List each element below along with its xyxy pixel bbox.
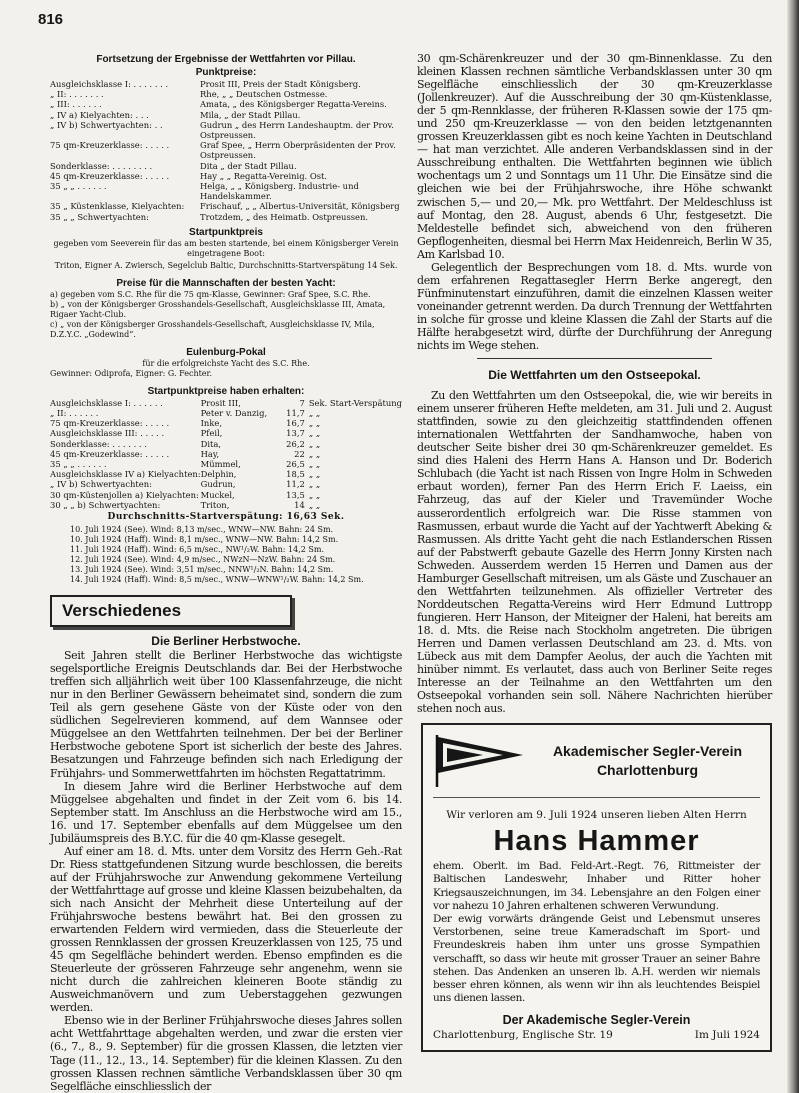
class-name: „ IV b) Schwertyachten: [50, 479, 152, 490]
class-name: „ II: . . . . . . [50, 408, 99, 419]
start-row [50, 459, 402, 469]
prize-winner: Helga, „ „ Königsberg. Industrie- und Handelskammer. [200, 181, 359, 202]
prize-winner: Hay „ „ Regatta-Vereinig. Ost. [200, 170, 328, 181]
class-name: Ausgleichsklasse I: . . . . . . [50, 397, 163, 408]
weather-line: 10. Juli 1924 (Haff). Wind: 8,1 m/sec., WNW—NW. Bahn: 14,2 Sm. [70, 535, 339, 545]
class-name: Ausgleichsklasse I: . . . . . . . [50, 79, 169, 89]
weather-line: 10. Juli 1924 (See). Wind: 8,13 m/sec., WNW—NW. Bahn: 24 Sm. [70, 525, 334, 535]
class-name: „ IV b) Schwertyachten: . . [50, 119, 163, 130]
mannschaft-b: b) „ von der Königsberger Grosshandels-Gesellschaft, Ausgleichsklasse III, Amata, Rigaer Yacht-Club. [50, 299, 386, 319]
delay-value: 7 [299, 397, 305, 408]
punktpreise-row [50, 89, 402, 99]
class-name: Ausgleichsklasse III: . . . . . [50, 428, 165, 439]
delay-value: 18,5 [286, 469, 305, 480]
right-column [417, 52, 772, 1082]
obituary-signature: Der Akademische Segler-Verein [502, 1013, 691, 1028]
prize-winner: Gudrun „ des Herrn Landeshauptm. der Prov. Ostpreussen. [200, 119, 394, 141]
delay-unit: „ „ [308, 489, 321, 500]
herbst-paragraph-2: In diesem Jahre wird die Berliner Herbstwoche auf dem Müggelsee abgehalten und findet in der Zeit vom 6. bis 14. September statt. Im Anschluss an die Herbstwoche wird am 15., 16. und 17. September ebenfalls auf dem Müggelsee um den Jubiläumspreis des B.Y.C. für die 40 qm-Klasse gesegelt. [50, 779, 402, 845]
start-row [50, 439, 402, 449]
herbst-paragraph-4: Ebenso wie in der Berliner Frühjahrswoche dieses Jahres sollen acht Wettfahrttage abgehalten werden, und zwar die ersten vier (6., 7., 8., 9. September) für die grossen Klassen, die letzten vier Tage (11., 12., 13., 14. September) für die kleinen Klassen. Zu den grossen Klassen rechnen sämtliche Verbandsklassen über 30 qm Segelfläche einschliesslich der [50, 1014, 402, 1093]
prize-winner: Dita „ der Stadt Pillau. [200, 160, 297, 171]
page-edge-shadow [787, 0, 799, 1093]
delay-value: 26,2 [286, 438, 305, 449]
start-row [50, 469, 402, 479]
mannschaft-heading: Preise für die Mannschaften der besten Yacht: [116, 277, 336, 289]
class-name: 75 qm-Kreuzerklasse: . . . . . [50, 140, 170, 151]
punktpreise-row [50, 99, 402, 109]
punktpreise-heading: Punktpreise: [195, 67, 257, 78]
prize-winner: Amata, „ des Königsberger Regatta-Vereins. [200, 99, 387, 110]
mannschaft-a: a) gegeben vom S.C. Rhe für die 75 qm-Klasse, Gewinner: Graf Spee, S.C. Rhe. [50, 289, 371, 299]
pennant-flag-icon [433, 733, 525, 789]
class-name: Sonderklasse: . . . . . . . . [50, 160, 153, 171]
ostsee-heading: Die Wettfahrten um den Ostseepokal. [488, 368, 701, 383]
start-row [50, 500, 402, 510]
punktpreise-row [50, 201, 402, 211]
class-name: „ III: . . . . . . [50, 99, 102, 110]
prize-winner: Rhe, „ „ Deutschen Ostmesse. [200, 89, 328, 100]
herbst-paragraph-3: Auf einer am 18. d. Mts. unter dem Vorsitz des Herrn Geh.-Rat Dr. Riess stattgefundenen Sitzung wurde beschlossen, die bereits auf der Frühjahrswoche zur Anwendung gekommene Verteilung der Wettfahrttage auf grosse und kleine Klassen beizubehalten, da sich nach Ansicht der Mehrheit diese Unterteilung auf der Frühjahrswoche bestens bewährt hat. Bei den grossen zu erwartenden Feldern wird vermieden, dass die Steuerleute der grossen Rennklassen der grossen Kreuzerklassen von 125, 75 und 45 qm Segelfläche behindert werden. Ebenso empfinden es die Steuerleute der grösseren Fahrzeuge sehr angenehm, wenn sie nicht durch die zahlreichen kleineren Boote ständig zu Ausweichmanövern und zum Ueberstaggehen gezwungen werden. [50, 844, 402, 1015]
weather-line: 12. Juli 1924 (See). Wind: 4,9 m/sec., NWzN—NzW. Bahn: 24 Sm. [70, 555, 336, 565]
herbst-paragraph-1: Seit Jahren stellt die Berliner Herbstwoche das wichtigste segelsportliche Ereignis Deutschlands dar. Bei der Herbstwoche treffen sich alljährlich weit über 100 Klassenfahrzeuge, die nicht nur in den Berliner Gewässern beheimatet sind, sondern die zum Teil als gern gesehene Gäste von der Küste oder von den südlichen Segelrevieren kommend, auf dem Wannsee oder Müggelsee an den Wettfahrten teilnehmen. Der bei der Berliner Herbstwoche gebotene Sport ist sicherlich der beste des Jahres. Besatzungen und Fahrzeuge befinden sich nach Erledigung der Frühjahrs- und Sommerwettfahrten im höchsten Regattatrimm. [50, 649, 402, 780]
delay-value: 11,2 [286, 479, 305, 490]
prize-winner: Frischauf, „ „ Albertus-Universität, Königsberg [200, 201, 400, 212]
class-name: 75 qm-Kreuzerklasse: . . . . . [50, 418, 170, 429]
obituary-text: Der ewig vorwärts drängende Geist und Lebensmut unseres Verstorbenen, seine treue Kameradschaft im Sport- und Freundeskreis haben ihm unter uns grosse Sympathien verschafft, so dass wir heute mit grosser Trauer an seiner Bahre stehen. Das Andenken an unseren lb. A.H. werden wir niemals besser ehren können, als wenn wir ihn als leuchtendes Beispiel uns dienen lassen. [433, 913, 760, 1005]
punktpreise-row [50, 171, 402, 181]
delay-unit: „ „ [308, 438, 321, 449]
yacht-name: Delphin, [200, 469, 237, 480]
prize-winner: Graf Spee, „ Herrn Oberpräsidenten der Prov. Ostpreussen. [200, 140, 396, 161]
punktpreise-row [50, 181, 402, 201]
yacht-name: Prosit III, [200, 397, 241, 408]
verschiedenes-box: Verschiedenes [50, 595, 292, 627]
class-name: 35 „ Küstenklasse, Kielyachten: [50, 201, 185, 212]
results-heading: Fortsetzung der Ergebnisse der Wettfahrten vor Pillau. [96, 54, 356, 65]
delay-unit: „ „ [308, 428, 321, 439]
eulenburg-heading: Eulenburg-Pokal [186, 346, 266, 358]
obituary-notice [421, 723, 772, 1052]
delay-value: 14 [294, 499, 305, 510]
punktpreise-row [50, 110, 402, 120]
club-address: Charlottenburg, Englische Str. 19 [433, 1029, 613, 1042]
delay-unit: „ „ [308, 408, 321, 419]
delay-value: 22 [294, 448, 305, 459]
delay-unit: Sek. Start-Verspätung [308, 397, 402, 408]
weather-line: 13. Juli 1924 (See). Wind: 3,51 m/sec., NNW¹/₂N. Bahn: 14,2 Sm. [70, 565, 334, 575]
class-name: Ausgleichsklasse IV a) Kielyachten: [50, 469, 201, 480]
startpunkt-winner: Triton, Eigner A. Zwiersch, Segelclub Baltic, Durchschnitts-Startverspätung 14 Sek. [54, 260, 398, 270]
yacht-name: Dita, [200, 438, 222, 449]
delay-unit: „ „ [308, 479, 321, 490]
yacht-name: Pfeil, [200, 428, 223, 439]
startpunktpreise-heading: Startpunktpreise haben erhalten: [147, 385, 305, 397]
delay-unit: „ „ [308, 418, 321, 429]
yacht-name: Muckel, [200, 489, 235, 500]
start-row [50, 398, 402, 408]
deceased-name: Hans Hammer [493, 825, 700, 858]
divider [477, 358, 712, 359]
punktpreise-row [50, 79, 402, 89]
start-row [50, 418, 402, 428]
ad-divider [433, 797, 760, 799]
start-row [50, 449, 402, 459]
delay-value: 13,7 [286, 428, 305, 439]
class-name: Sonderklasse: . . . . . . . [50, 438, 147, 449]
start-row [50, 428, 402, 438]
club-name-line2: Charlottenburg [596, 762, 699, 779]
right-paragraph-1: 30 qm-Schärenkreuzer und der 30 qm-Binnenklasse. Zu den kleinen Klassen rechnen sämtliche Verbandsklassen unter 30 qm Segelfläche einschliesslich der 30 qm-Kreuzerklasse (Jollenkreuzer). Auf die Ausschreibung der 30 qm-Küstenklasse, der 5 qm-Rennklasse, der früheren R-Klassen sowie der 175 qm- und 250 qm-Kreuzerklasse — von den beiden letztgenannten grossen Kreuzerklassen gibt es noch keine Yachten in Deutschland — hat man verzichtet. Alle anderen Verbandsklassen sind in der Ausschreibung enthalten. Die Wettfahrten beginnen wie üblich wochentags um 2 und Sonntags um 11 Uhr. Die Einsätze sind die gleichen wie bei der Frühjahrswoche, ihre Höhe schwankt zwischen 5,— und 20,— Mk. pro Wettfahrt. Der Meldeschluss ist auf Montag, den 28. August, abends 6 Uhr, festgesetzt. Die Meldestelle befindet sich, abweichend von den früheren Gepflogenheiten, diesmal bei Herrn Max Heidenreich, Berlin W 35, Am Karlsbad 10. [417, 52, 772, 261]
yacht-name: Mümmel, [200, 459, 241, 470]
class-name: 45 qm-Kreuzerklasse: . . . . . [50, 170, 170, 181]
start-row [50, 490, 402, 500]
eulenburg-text: für die erfolgreichste Yacht des S.C. Rhe. [142, 358, 310, 368]
start-row [50, 408, 402, 418]
startpunkt-heading: Startpunktpreis [189, 226, 263, 238]
delay-unit: „ „ [308, 499, 321, 510]
delay-unit: „ „ [308, 448, 321, 459]
obituary-date: Im Juli 1924 [694, 1029, 760, 1042]
prize-winner: Mila, „ der Stadt Pillau. [200, 109, 301, 120]
punktpreise-row [50, 212, 402, 222]
punktpreise-row [50, 140, 402, 160]
yacht-name: Hay, [200, 448, 220, 459]
class-name: „ II: . . . . . . . [50, 89, 104, 100]
punktpreise-row [50, 161, 402, 171]
mannschaft-c: c) „ von der Königsberger Grosshandels-Gesellschaft, Ausgleichsklasse IV, Mila, D.Z.Y.C. „Godewind“. [50, 319, 375, 339]
class-name: „ IV a) Kielyachten: . . . [50, 109, 149, 120]
page-number: 816 [38, 11, 64, 28]
startpunkt-text: gegeben vom Seeverein für das am besten startende, bei einem Königsberger Verein eingetragene Boot: [53, 238, 399, 258]
obituary-bio: ehem. Oberlt. im Bad. Feld-Art.-Regt. 76, Rittmeister der Baltischen Landeswehr, Inhaber und Ritter hoher Kriegsauszeichnungen, im 34. Lebensjahre an den Folgen einer vor nahezu 10 Jahren erhaltenen schweren Verwundung. [433, 860, 760, 912]
punktpreise-table [50, 79, 402, 222]
weather-list [70, 525, 402, 585]
delay-unit: „ „ [308, 459, 321, 470]
class-name: 35 „ „ . . . . . . [50, 459, 107, 470]
weather-line: 14. Juli 1924 (Haff). Wind: 8,5 m/sec., WNW—WNW¹/₂W. Bahn: 14,2 Sm. [70, 575, 364, 585]
prize-winner: Trotzdem, „ des Heimatb. Ostpreussen. [200, 211, 369, 222]
yacht-name: Gudrun, [200, 479, 236, 490]
average-delay: Durchschnitts-Startverspätung: 16,63 Sek. [107, 512, 345, 523]
club-name-line1: Akademischer Segler-Verein [552, 743, 743, 760]
class-name: 35 „ „ . . . . . . [50, 181, 107, 192]
start-row [50, 479, 402, 489]
delay-value: 13,5 [286, 489, 305, 500]
delay-value: 11,7 [286, 408, 305, 419]
right-paragraph-2: Gelegentlich der Besprechungen vom 18. d. Mts. wurde von dem erfahrenen Regattasegler Herrn Berke angeregt, den Fünfminutenstart einzuführen, damit die einzelnen Klassen weiter voneinander getrennt werden. Da durch Trennung der Wettfahrten in solche für grosse und kleine Klassen die Zahl der Starts auf die Hälfte herabgesetzt wird, dürfte der Durchführung der Anregung nichts im Wege stehen. [417, 260, 772, 353]
left-column [50, 52, 402, 1093]
startpunktpreise-table [50, 398, 402, 510]
yacht-name: Triton, [200, 499, 230, 510]
eulenburg-winner: Gewinner: Odiprofa, Eigner: G. Fechter. [50, 368, 213, 378]
weather-line: 11. Juli 1924 (Haff). Wind: 6,5 m/sec., NW¹/₂W. Bahn: 14,2 Sm. [70, 545, 324, 555]
delay-value: 16,7 [286, 418, 305, 429]
punktpreise-row [50, 120, 402, 140]
class-name: 30 „ „ b) Schwertyachten: [50, 499, 161, 510]
class-name: 45 qm-Kreuzerklasse: . . . . . [50, 448, 170, 459]
class-name: 35 „ „ Schwertyachten: [50, 211, 149, 222]
yacht-name: Inke, [200, 418, 223, 429]
delay-unit: „ „ [308, 469, 321, 480]
herbstwoche-heading: Die Berliner Herbstwoche. [151, 634, 301, 649]
delay-value: 26,5 [286, 459, 305, 470]
yacht-name: Peter v. Danzig, [200, 408, 268, 419]
class-name: 30 qm-Küstenjollen a) Kielyachten: [50, 489, 199, 500]
prize-winner: Prosit III, Preis der Stadt Königsberg. [200, 79, 361, 89]
ostsee-paragraph: Zu den Wettfahrten um den Ostseepokal, die, wie wir bereits in einem unserer früheren Hefte meldeten, am 31. Juli und 2. August stattfinden, sowie zu den gleichzeitig stattfindenden offenen internationalen Wettfahrten der Sandhamwoche, haben von deutscher Seite bisher drei 30 qm-Schärenkreuzer gemeldet. Es sind dies Haleni des Herrn Hans A. Hanson und Dr. Boderich Schlubach (die Yacht ist nach Rissen von Ingre Holm in Schweden erbaut worden), ferner Pan des Herrn Erich F. Laeiss, ein Fahrzeug, das auf der Kieler und Travemünder Woche ausserordentlich erfolgreich war. Die Risse stammen von Rasmussen, erbaut wurde die Yacht auf der Yachtwerft Abeking & Rasmussen. Als dritte Yacht geht die nach Estlanderschen Rissen auf der Pabstwerft gebaute Gazelle des Herrn Jonny Kirsten nach Schweden. Ausserdem werden 15 Herren und Damen aus der Hamburger Gesellschaft mitreisen, um als Gäste und Zuschauer an den Wettfahrten teilzunehmen. Als offizieller Vertreter des Norddeutschen Regatta-Vereins wird Herr Edmund Luttropp fungieren. Herr Hanson, der Miteigner der Haleni, hat bereits am 18. d. Mts. die Reise nach Stockholm angetreten. Die übrigen Herren und Damen verlassen Deutschland am 23. d. Mts. von Lübeck aus mit dem Dampfer Aeolus, der auch die Yachten mit hinüber nimmt. Es verlautet, dass auch von Berliner Seite reges Interesse an der Teilnahme an den Wettfahrten um den Ostseepokal vorhanden sein soll. Nähere Nachrichten hierüber stehen noch aus. [417, 389, 772, 716]
obituary-intro: Wir verloren am 9. Juli 1924 unseren lieben Alten Herrn [446, 809, 747, 822]
